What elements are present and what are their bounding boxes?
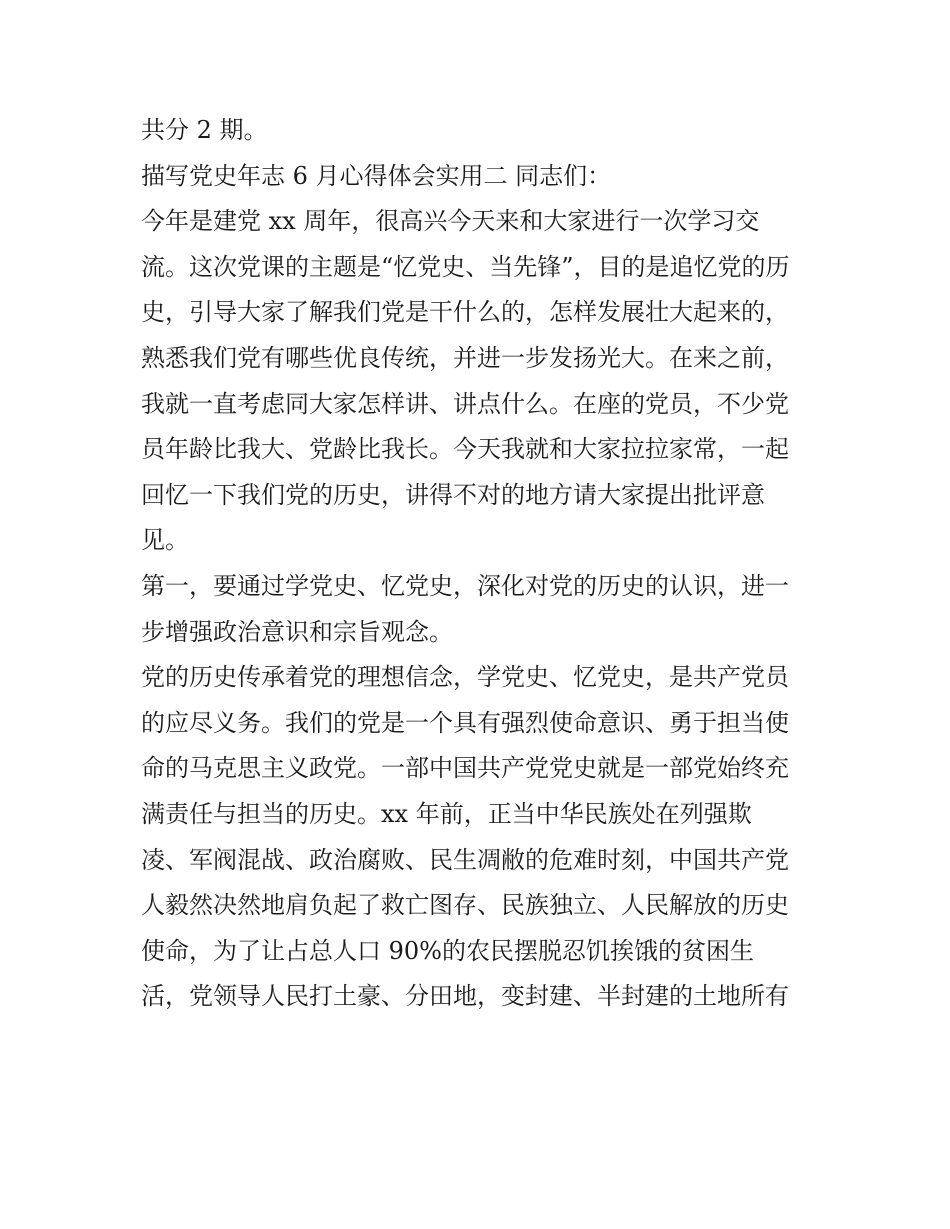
- text-line: 共分 2 期。: [141, 116, 268, 144]
- text-line: 描写党史年志 6 月心得体会实用二 同志们：: [141, 161, 612, 190]
- text-line: 回忆一下我们党的历史，讲得不对的地方请大家提出批评意: [141, 480, 765, 509]
- text-line: 满责任与担当的历史。xx 年前，正当中华民族处在列强欺: [141, 799, 752, 828]
- text-line: 见。: [141, 526, 189, 555]
- text-line: 命的马克思主义政党。一部中国共产党党史就是一部党始终充: [141, 754, 789, 783]
- text-line: 今年是建党 xx 周年，很高兴今天来和大家进行一次学习交: [141, 207, 760, 236]
- text-line: 步增强政治意识和宗旨观念。: [141, 617, 453, 646]
- text-line: 党的历史传承着党的理想信念，学党史、忆党史，是共产党员: [141, 663, 789, 692]
- text-line: 员年龄比我大、党龄比我长。今天我就和大家拉拉家常，一起: [141, 435, 789, 464]
- text-line: 我就一直考虑同大家怎样讲、讲点什么。在座的党员，不少党: [141, 389, 789, 418]
- text-line: 史，引导大家了解我们党是干什么的，怎样发展壮大起来的，: [141, 298, 789, 327]
- text-line: 活，党领导人民打土豪、分田地，变封建、半封建的土地所有: [141, 982, 789, 1011]
- text-line: 的应尽义务。我们的党是一个具有强烈使命意识、勇于担当使: [141, 708, 789, 737]
- text-line: 人毅然决然地肩负起了救亡图存、民族独立、人民解放的历史: [141, 891, 789, 920]
- text-line: 使命，为了让占总人口 90%的农民摆脱忍饥挨饿的贫困生: [141, 936, 754, 965]
- text-line: 第一，要通过学党史、忆党史，深化对党的历史的认识，进一: [141, 571, 789, 600]
- text-line: 流。这次党课的主题是“忆党史、当先锋”，目的是追忆党的历: [141, 252, 790, 281]
- document-body: [141, 108, 831, 1020]
- text-line: 凌、军阀混战、政治腐败、民生凋敝的危难时刻，中国共产党: [141, 845, 789, 874]
- text-line: 熟悉我们党有哪些优良传统，并进一步发扬光大。在来之前，: [141, 343, 789, 372]
